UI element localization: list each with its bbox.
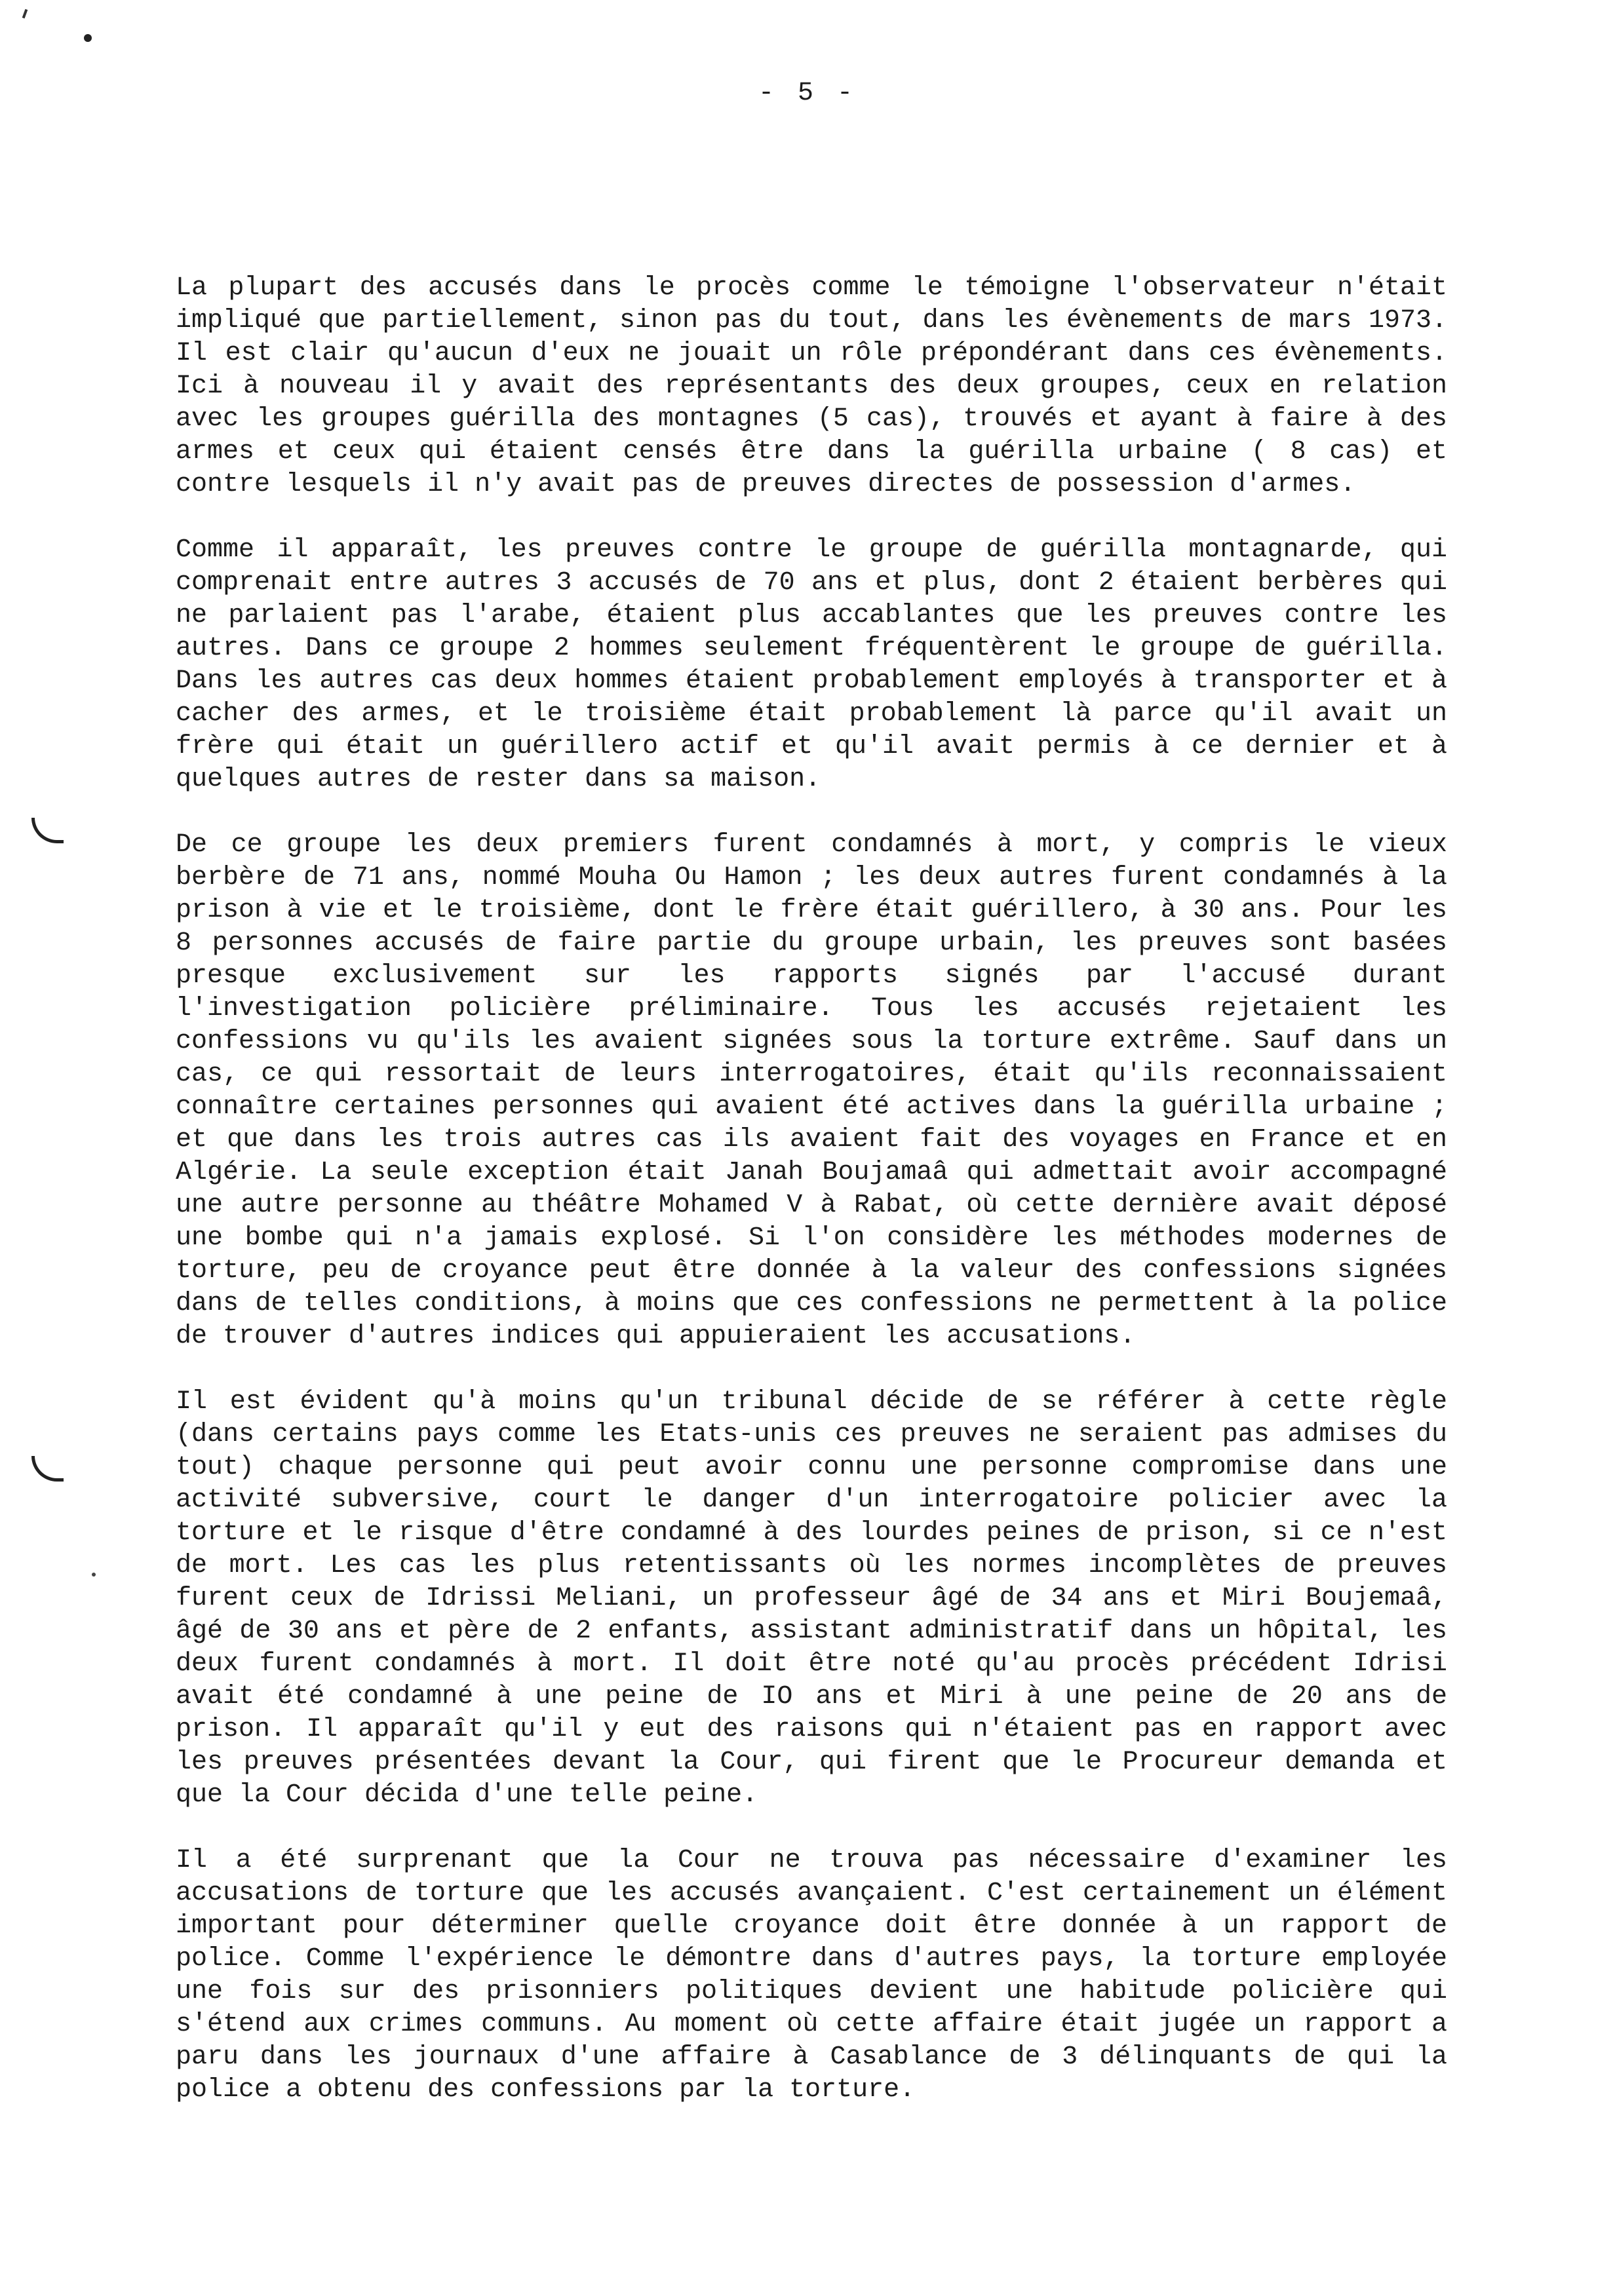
paragraph-4: Il est évident qu'à moins qu'un tribunal décide de se référer à cette règle (dans certains pays comme les Etats-unis ces preuves ne seraient pas admises du tout) chaque personne qui peut avoir connu une personne compromise dans une activité subversive, court le danger d'un interrogatoire policier avec la torture et le risque d'être condamné à des lourdes peines de prison, si ce n'est de mort. Les cas les plus retentissants où les normes incomplètes de preuves furent ceux de Idrissi Meliani, un professeur âgé de 34 ans et Miri Boujemaâ, âgé de 30 ans et père de 2 enfants, assistant administratif dans un hôpital, les deux furent condamnés à mort. Il doit être noté qu'au procès précédent Idrisi avait été condamné à une peine de IO ans et Miri à une peine de 20 ans de prison. Il apparaît qu'il y eut des raisons qui n'étaient pas en rapport avec les preuves présentées devant la Cour, qui firent que le Procureur demanda et que la Cour décida d'une telle peine. bbox=[176, 1387, 1447, 1810]
paragraph-1: La plupart des accusés dans le procès comme le témoigne l'observateur n'était impliqué que partiellement, sinon pas du tout, dans les évènements de mars 1973. Il est clair qu'aucun d'eux ne jouait un rôle prépondérant dans ces évènements. Ici à nouveau il y avait des représentants des deux groupes, ceux en relation avec les groupes guérilla des montagnes (5 cas), trouvés et ayant à faire à des armes et ceux qui étaient censés être dans la guérilla urbaine ( 8 cas) et contre lesquels il n'y avait pas de preuves directes de possession d'armes. bbox=[176, 273, 1447, 499]
margin-bracket-mark bbox=[31, 818, 64, 843]
page-number: - 5 - bbox=[758, 79, 857, 108]
margin-dot-mark bbox=[92, 1573, 96, 1577]
scan-tick-mark bbox=[22, 9, 28, 19]
scan-dot-mark bbox=[84, 34, 92, 42]
body-text bbox=[176, 272, 1447, 2139]
paragraph-5: Il a été surprenant que la Cour ne trouva pas nécessaire d'examiner les accusations de torture que les accusés avançaient. C'est certainement un élément important pour déterminer quelle croyance doit être donnée à un rapport de police. Comme l'expérience le démontre dans d'autres pays, la torture employée une fois sur des prisonniers politiques devient une habitude policière qui s'étend aux crimes communs. Au moment où cette affaire était jugée un rapport a paru dans les journaux d'une affaire à Casablance de 3 délinquants de qui la police a obtenu des confessions par la torture. bbox=[176, 1846, 1447, 2105]
paragraph-2: Comme il apparaît, les preuves contre le groupe de guérilla montagnarde, qui comprenait entre autres 3 accusés de 70 ans et plus, dont 2 étaient berbères qui ne parlaient pas l'arabe, étaient plus accablantes que les preuves contre les autres. Dans ce groupe 2 hommes seulement fréquentèrent le groupe de guérilla. Dans les autres cas deux hommes étaient probablement employés à transporter et à cacher des armes, et le troisième était probablement là parce qu'il avait un frère qui était un guérillero actif et qu'il avait permis à ce dernier et à quelques autres de rester dans sa maison. bbox=[176, 535, 1447, 794]
margin-bracket-mark bbox=[31, 1456, 64, 1482]
paragraph-3: De ce groupe les deux premiers furent condamnés à mort, y compris le vieux berbère de 71 ans, nommé Mouha Ou Hamon ; les deux autres furent condamnés à la prison à vie et le troisième, dont le frère était guérillero, à 30 ans. Pour les 8 personnes accusés de faire partie du groupe urbain, les preuves sont basées presque exclusivement sur les rapports signés par l'accusé durant l'investigation policière préliminaire. Tous les accusés rejetaient les confessions vu qu'ils les avaient signées sous la torture extrême. Sauf dans un cas, ce qui ressortait de leurs interrogatoires, était qu'ils reconnaissaient connaître certaines personnes qui avaient été actives dans la guérilla urbaine ; et que dans les trois autres cas ils avaient fait des voyages en France et en Algérie. La seule exception était Janah Boujamaâ qui admettait avoir accompagné une autre personne au théâtre Mohamed V à Rabat, où cette dernière avait déposé une bombe qui n'a jamais explosé. Si l'on considère les méthodes modernes de torture, peu de croyance peut être donnée à la valeur des confessions signées dans de telles conditions, à moins que ces confessions ne permettent à la police de trouver d'autres indices qui appuieraient les accusations. bbox=[176, 830, 1447, 1351]
